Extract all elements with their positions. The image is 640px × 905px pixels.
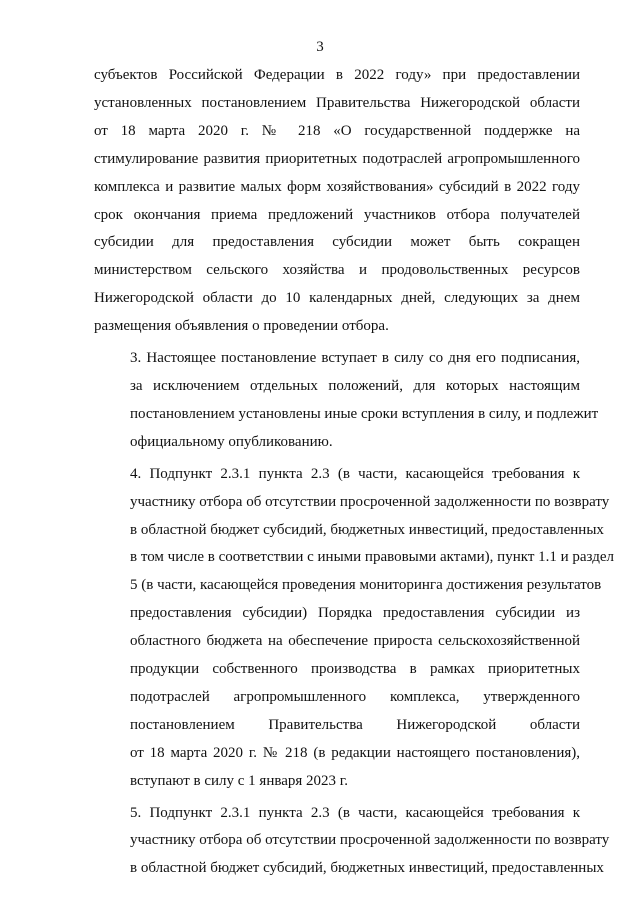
text-line: 5. Подпункт 2.3.1 пункта 2.3 (в части, касающейся требования к [130,804,580,821]
text-line: участнику отбора об отсутствии просроченной задолженности по возврату [130,493,610,510]
text-line: от 18 марта 2020 г. № 218 «О государственной поддержке на [94,122,580,139]
text-line: подотраслей агропромышленного комплекса, утвержденного [130,688,580,705]
text-line: установленных постановлением Правительства Нижегородской области [94,94,580,111]
text-line: Нижегородской области до 10 календарных дней, следующих за днем [94,290,580,307]
text-line: размещения объявления о проведении отбора. [94,318,389,335]
text-line: министерством сельского хозяйства и продовольственных ресурсов [94,262,580,279]
text-line: постановлением Правительства Нижегородской области [130,716,580,733]
text-line: от 18 марта 2020 г. № 218 (в редакции настоящего постановления), [130,744,580,761]
text-line: за исключением отдельных положений, для которых настоящим [130,377,580,394]
text-line: вступают в силу с 1 января 2023 г. [130,772,348,789]
text-line: участнику отбора об отсутствии просроченной задолженности по возврату [130,832,610,849]
text-line: 3. Настоящее постановление вступает в силу со дня его подписания, [130,350,580,367]
text-line: комплекса и развитие малых форм хозяйствования» субсидий в 2022 году [94,178,580,195]
text-line: в том числе в соответствии с иными правовыми актами), пункт 1.1 и раздел [130,549,614,566]
text-line: постановлением установлены иные сроки вступления в силу, и подлежит [130,405,599,422]
text-line: областного бюджета на обеспечение прироста сельскохозяйственной [130,633,580,650]
text-line: в областной бюджет субсидий, бюджетных инвестиций, предоставленных [130,521,604,538]
text-line: предоставления субсидии) Порядка предоставления субсидии из [130,605,580,622]
text-line: 5 (в части, касающейся проведения мониторинга достижения результатов [130,577,602,594]
text-line: продукции собственного производства в рамках приоритетных [130,661,580,678]
paragraph-item-5 [94,800,610,884]
text-line: субъектов Российской Федерации в 2022 году» при предоставлении [94,67,580,83]
paragraph-continuation [94,62,580,341]
text-line: субсидии для предоставления субсидии может быть сокращен [94,234,580,251]
document-body [94,62,614,883]
text-line: 4. Подпункт 2.3.1 пункта 2.3 (в части, касающейся требования к [130,465,580,482]
text-line: срок окончания приема предложений участников отбора получателей [94,206,580,223]
text-line: в областной бюджет субсидий, бюджетных инвестиций, предоставленных [130,860,604,877]
text-line: стимулирование развития приоритетных подотраслей агропромышленного [94,150,580,167]
text-line: официальному опубликованию. [130,433,333,450]
paragraph-item-3 [94,345,599,457]
paragraph-item-4 [94,461,614,796]
page-number: 3 [316,39,324,55]
